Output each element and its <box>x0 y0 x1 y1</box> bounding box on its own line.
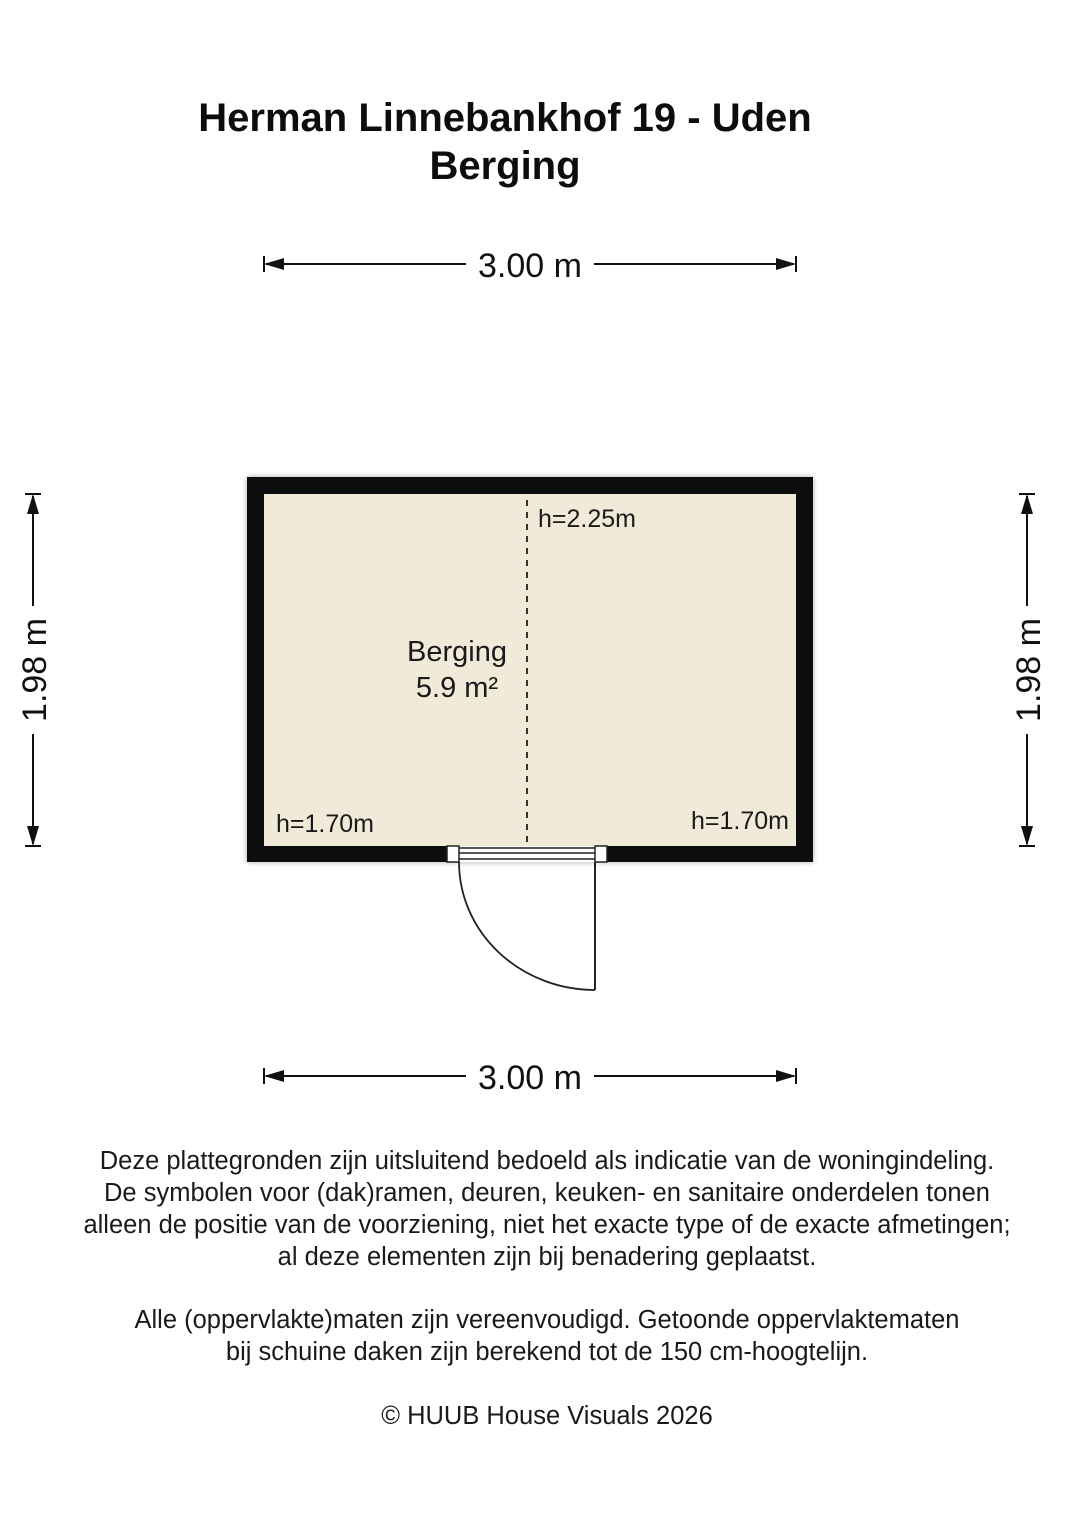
disclaimer-line: al deze elementen zijn bij benadering geplaatst. <box>277 1243 817 1271</box>
disclaimer-paragraph-1 <box>0 1145 1080 1273</box>
dimension-bottom-label: 3.00 m <box>478 1059 582 1097</box>
page-subtitle: Berging <box>429 144 581 188</box>
height-ridge-label: h=2.25m <box>538 505 636 533</box>
disclaimer-line: De symbolen voor (dak)ramen, deuren, keuken- en sanitaire onderdelen tonen <box>104 1179 990 1207</box>
arrow-down-icon <box>1021 826 1033 846</box>
arrow-left-icon <box>264 1070 284 1082</box>
copyright-notice: © HUUB House Visuals 2026 <box>381 1402 713 1430</box>
disclaimer-paragraph-2 <box>0 1304 1080 1368</box>
room-floor <box>264 494 796 846</box>
dimension-left-label: 1.98 m <box>16 618 54 722</box>
room-berging <box>247 477 813 862</box>
height-left-label: h=1.70m <box>276 810 374 838</box>
arrow-right-icon <box>776 258 796 270</box>
dimension-right <box>1010 494 1048 846</box>
disclaimer-line: alleen de positie van de voorziening, niet het exacte type of de exacte afmetingen; <box>83 1211 1011 1239</box>
dimension-top <box>264 247 796 285</box>
dimension-right-label: 1.98 m <box>1010 618 1048 722</box>
door-icon <box>459 862 595 990</box>
disclaimer-line: bij schuine daken zijn berekend tot de 150 cm-hoogtelijn. <box>225 1338 869 1366</box>
room-area: 5.9 m² <box>415 672 499 704</box>
dimension-left <box>16 494 54 846</box>
dimension-bottom <box>264 1059 796 1097</box>
page-title: Herman Linnebankhof 19 - Uden <box>198 96 812 140</box>
arrow-up-icon <box>1021 494 1033 514</box>
disclaimer-line: Alle (oppervlakte)maten zijn vereenvoudigd. Getoonde oppervlaktematen <box>134 1306 960 1334</box>
arrow-down-icon <box>27 826 39 846</box>
room-name: Berging <box>407 636 507 668</box>
dimension-top-label: 3.00 m <box>478 247 582 285</box>
arrow-left-icon <box>264 258 284 270</box>
disclaimer-line: Deze plattegronden zijn uitsluitend bedoeld als indicatie van de woningindeling. <box>99 1147 995 1175</box>
arrow-up-icon <box>27 494 39 514</box>
height-right-label: h=1.70m <box>691 807 789 835</box>
arrow-right-icon <box>776 1070 796 1082</box>
